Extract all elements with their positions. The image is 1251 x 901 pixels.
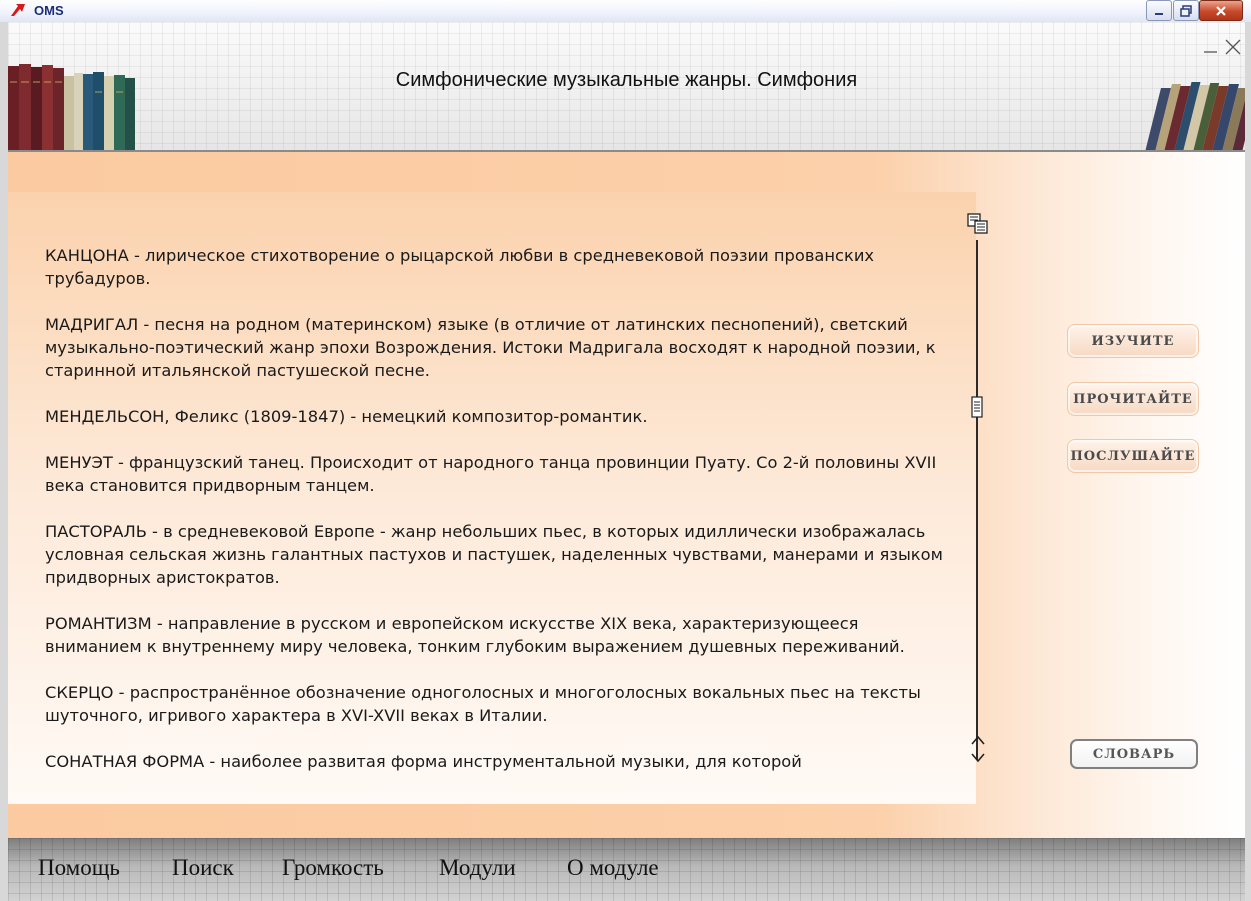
window-frame-left (0, 22, 8, 901)
window-close-button[interactable] (1199, 0, 1243, 21)
dictionary-button[interactable]: СЛОВАРЬ (1070, 739, 1198, 769)
window-title: OMS (34, 3, 64, 18)
app-close-icon[interactable] (1223, 38, 1243, 56)
main-area (8, 152, 1245, 838)
study-button[interactable]: ИЗУЧИТЕ (1067, 324, 1199, 358)
glossary-entry: ПАСТОРАЛЬ - в средневековой Европе - жанр небольших пьес, в которых идиллически изображалась условная сельская жизнь галантных пастухов и пастушек, наделенных чувствами, манерами и языком придворных аристократов. (45, 522, 943, 587)
header (8, 22, 1245, 152)
read-button[interactable]: ПРОЧИТАЙТЕ (1067, 382, 1199, 416)
glossary-entry: МАДРИГАЛ - песня на родном (материнском) языке (в отличие от латинских песнопений), светский музыкально-поэтический жанр эпохи Возрождения. Истоки Мадригала восходят к народной поэзии, к старинной итальянской пастушеской песне. (45, 315, 936, 380)
minimize-icon (1154, 6, 1164, 16)
restore-icon (1180, 5, 1192, 17)
menu-search[interactable]: Поиск (172, 855, 234, 880)
content-panel (8, 192, 976, 804)
menu-modules[interactable]: Модули (439, 855, 516, 880)
close-icon (1215, 5, 1227, 17)
window-titlebar[interactable] (0, 0, 1251, 23)
glossary-entry: КАНЦОНА - лирическое стихотворение о рыцарской любви в средневековой поэзии прованских трубадуров. (45, 246, 875, 288)
app-minimize-icon[interactable] (1201, 38, 1221, 56)
glossary-entry: МЕНДЕЛЬСОН, Феликс (1809-1847) - немецкий композитор-романтик. (45, 407, 648, 426)
window-maximize-button[interactable] (1173, 0, 1199, 21)
scroll-up-icon[interactable] (969, 734, 987, 746)
scrollbar-thumb[interactable] (971, 396, 983, 418)
glossary-entry: СОНАТНАЯ ФОРМА - наиболее развитая форма инструментальной музыки, для которой (45, 752, 802, 771)
glossary-text (45, 244, 945, 796)
menu-volume[interactable]: Громкость (282, 855, 384, 880)
app-logo-icon (10, 3, 26, 17)
glossary-entry: СКЕРЦО - распространённое обозначение одноголосных и многоголосных вокальных пьес на тексты шуточного, игривого характера в XVI-XVII веках в Италии. (45, 683, 921, 725)
listen-button[interactable]: ПОСЛУШАЙТЕ (1067, 439, 1199, 473)
window-frame-right (1245, 22, 1251, 901)
window-minimize-button[interactable] (1146, 0, 1172, 21)
glossary-entry: МЕНУЭТ - французский танец. Происходит от народного танца провинции Пуату. Со 2-й половины XVII века становится придворным танцем. (45, 453, 937, 495)
copy-icon[interactable] (966, 212, 990, 236)
menu-about[interactable]: О модуле (567, 855, 659, 880)
scroll-down-icon[interactable] (969, 752, 987, 764)
scrollbar-track[interactable] (976, 240, 978, 760)
books-right-icon (1123, 80, 1245, 150)
menu-help[interactable]: Помощь (38, 855, 120, 880)
bottom-menu-bar (8, 838, 1245, 901)
glossary-entry: РОМАНТИЗМ - направление в русском и европейском искусстве XIX века, характеризующееся вниманием к внутреннему миру человека, тонким глубоким выражением душевных переживаний. (45, 614, 905, 656)
page-title: Симфонические музыкальные жанры. Симфония (395, 69, 858, 91)
